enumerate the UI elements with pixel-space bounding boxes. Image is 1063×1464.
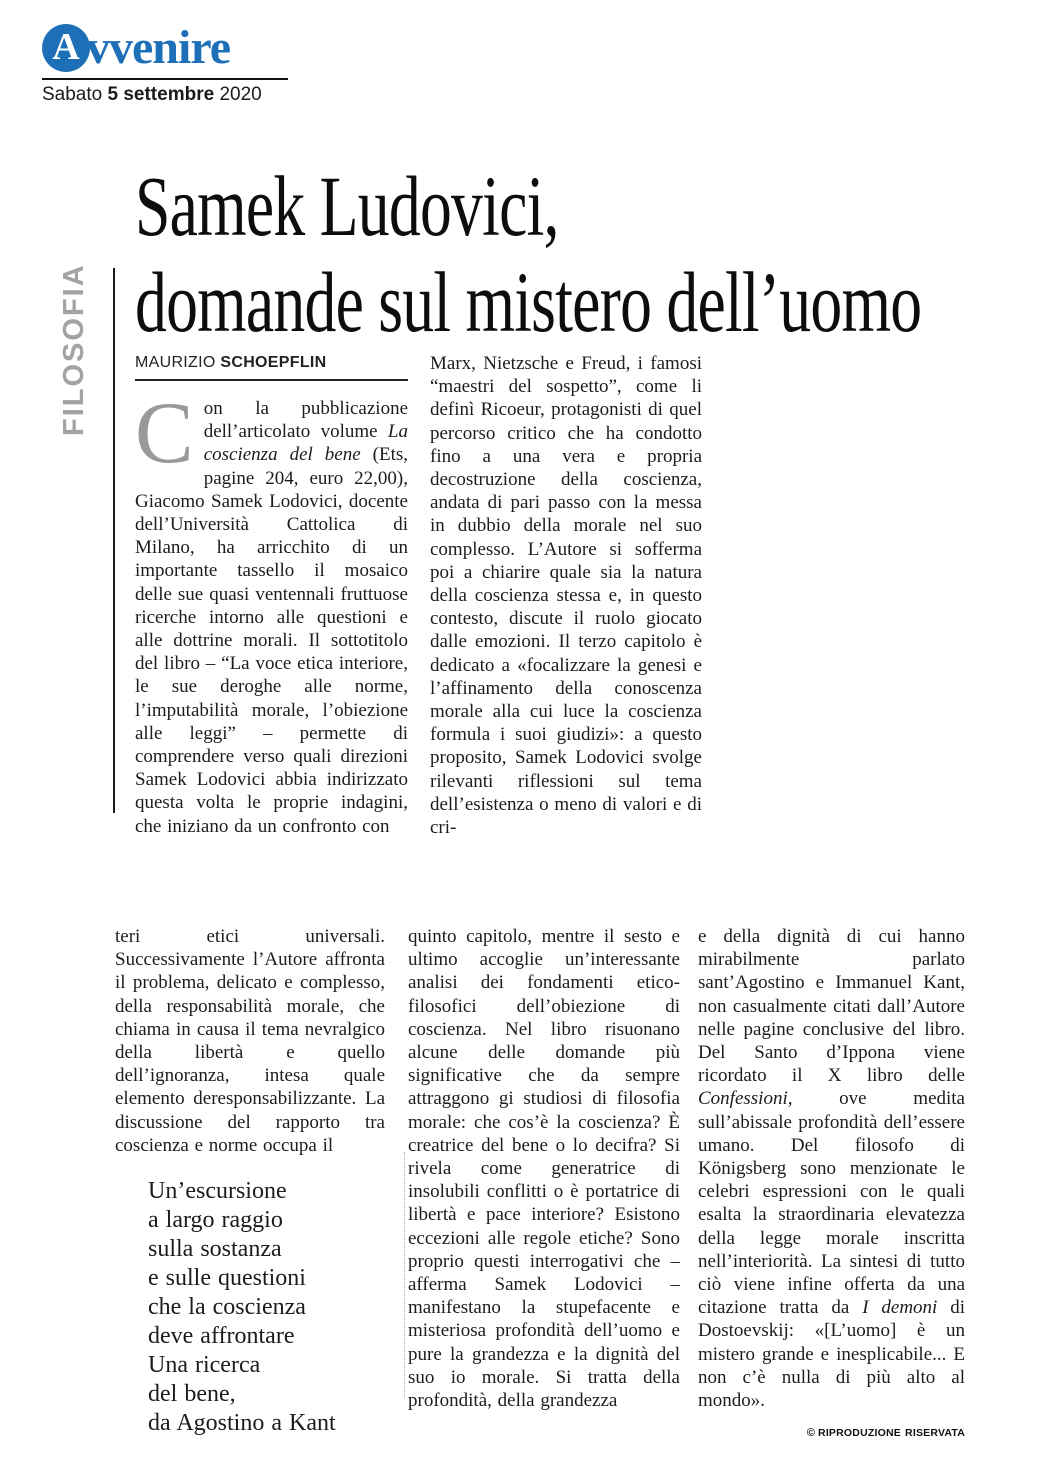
col1-book-title: La coscienza del bene xyxy=(203,421,408,466)
masthead xyxy=(42,22,292,106)
paragraph-col1 xyxy=(135,385,408,838)
col1-text-pre: on la pubblicazione dell’articolato volume xyxy=(203,398,408,443)
dropcap: C xyxy=(135,385,194,482)
paragraph-col4: quinto capitolo, mentre il sesto e ultimo accoglie un’interessante analisi dei fondamenti etico-filosofici dell’obiezione di coscienza. Nel libro risuonano alcune delle domande più significative che da sempre attraggono gi studiosi di filosofia morale: che cos’è la coscienza? È creatrice del bene o lo decifra? Si rivela come generatrice di insolubili conflitti o è portatrice di libertà e pace interiore? Esistono eccezioni alle regole etiche? Sono proprio questi interrogativi che – afferma Samek Lodovici – manifestano la stupefacente e misteriosa profondità dell’uomo e pure la grandezza e la dignità del suo io morale. Si tratta della profondità, della grandezza xyxy=(408,926,680,1412)
copyright-text: RIPRODUZIONE RISERVATA xyxy=(818,1427,965,1440)
section-label-filosofia: FILOSOFIA xyxy=(58,263,90,436)
article-column-2 xyxy=(430,352,702,838)
pull-quote-line: a largo raggio xyxy=(148,1207,283,1234)
avvenire-logo xyxy=(42,22,292,74)
column-dotted-separator xyxy=(404,1152,405,1398)
article-column-5 xyxy=(698,925,966,1440)
byline-last-name: SCHOEPFLIN xyxy=(220,354,327,371)
headline-line-2: domande sul mistero dell’uomo xyxy=(135,254,922,350)
headline-line-1: Samek Ludovici, xyxy=(135,158,559,254)
paragraph-col5 xyxy=(698,925,965,1412)
pull-quote-line: e sulle questioni xyxy=(148,1265,306,1292)
article-headline xyxy=(135,158,1035,350)
pull-quote-line: da Agostino a Kant xyxy=(148,1410,336,1437)
col5-confessioni-title: Confessioni xyxy=(698,1088,788,1110)
article-column-1 xyxy=(135,385,408,837)
pull-quote xyxy=(148,1177,385,1438)
copyright-notice xyxy=(698,1422,965,1445)
pull-quote-line: che la coscienza xyxy=(148,1294,306,1321)
pull-quote-line: del bene, xyxy=(148,1381,236,1408)
pull-quote-line: Una ricerca xyxy=(148,1352,261,1379)
masthead-rule xyxy=(42,78,288,80)
col1-text-post: (Ets, pagine 204, euro 22,00), Giacomo Samek Lodovici, docente dell’Università Cattolica di Milano, ha arricchito di un importante tassello il mosaico delle sue quasi ventennali fruttuose ricerche intorno alle questioni e alle dottrine morali. Il sottotitolo del libro – “La voce etica interiore, le sue deroghe alle norme, l’imputabilità morale, l’obiezione alle leggi” – permette di comprendere verso quali direzioni Samek Lodovici abbia indirizzato questa volta le proprie indagini, che iniziano da un confronto con xyxy=(135,444,408,837)
col5-seg3: di Dostoevskij: «[L’uomo] è un mistero grande e inesplicabile... E non c’è nulla di più alto al mondo». xyxy=(698,1297,966,1412)
paragraph-col2: Marx, Nietzsche e Freud, i famosi “maestri del sospetto”, come li definì Ricoeur, protagonisti di quel percorso critico che ha condotto fino a una vera e propria decostruzione della coscienza, andata di pari passo con la messa in dubbio della morale nel suo complesso. L’Autore si sofferma poi a chiarire quale sia la natura della coscienza stessa e, in questo contesto, discute il ruolo giocato dalle emozioni. Il terzo capitolo è dedicato a «focalizzare la genesi e l’affinamento della conoscenza morale alla cui luce la coscienza formula i suoi giudizi»: a questo proposito, Samek Lodovici svolge rilevanti riflessioni sul tema dell’esistenza o meno di valori e di cri- xyxy=(430,353,702,839)
edition-date xyxy=(42,84,292,106)
pull-quote-line: Un’escursione xyxy=(148,1178,287,1205)
pull-quote-line: deve affrontare xyxy=(148,1323,295,1350)
byline-first-name: MAURIZIO xyxy=(135,354,221,371)
col5-demoni-title: I demoni xyxy=(862,1297,938,1319)
col5-seg1: e della dignità di cui hanno mirabilmente parlato sant’Agostino e Immanuel Kant, non casualmente citati dall’Autore nelle pagine conclusive del libro. Del Santo d’Ippona viene ricordato il X libro delle xyxy=(698,926,965,1087)
logo-wordmark: vvenire xyxy=(86,21,231,74)
date-day-month: 5 settembre xyxy=(107,84,215,105)
copyright-icon: © xyxy=(806,1427,816,1440)
avvenire-logo-disc-icon xyxy=(42,24,90,72)
article-column-4 xyxy=(408,925,680,1412)
paragraph-col3: teri etici universali. Successivamente l’Autore affronta il problema, delicato e complesso, della responsabilità morale, che chiama in causa il tema nevralgico della libertà e quello dell’ignoranza, intesa quale elemento deresponsabilizzante. La discussione del rapporto tra coscienza e norme occupa il xyxy=(115,926,385,1156)
section-vertical-rule xyxy=(113,268,115,813)
pull-quote-line: sulla sostanza xyxy=(148,1236,282,1263)
byline xyxy=(135,354,408,381)
logo-letter: A xyxy=(52,26,80,68)
article-column-3 xyxy=(115,925,385,1438)
date-prefix: Sabato xyxy=(42,84,108,105)
date-year: 2020 xyxy=(214,84,262,105)
col5-seg2: , ove medita sull’abissale profondità dell’essere umano. Del filosofo di Königsberg sono menzionate le celebri espressioni con le quali esalta la straordinaria elevatezza della legge morale inscritta nell’interiorità. La sintesi di tutto ciò viene infine offerta da una citazione tratta da xyxy=(698,1088,965,1319)
